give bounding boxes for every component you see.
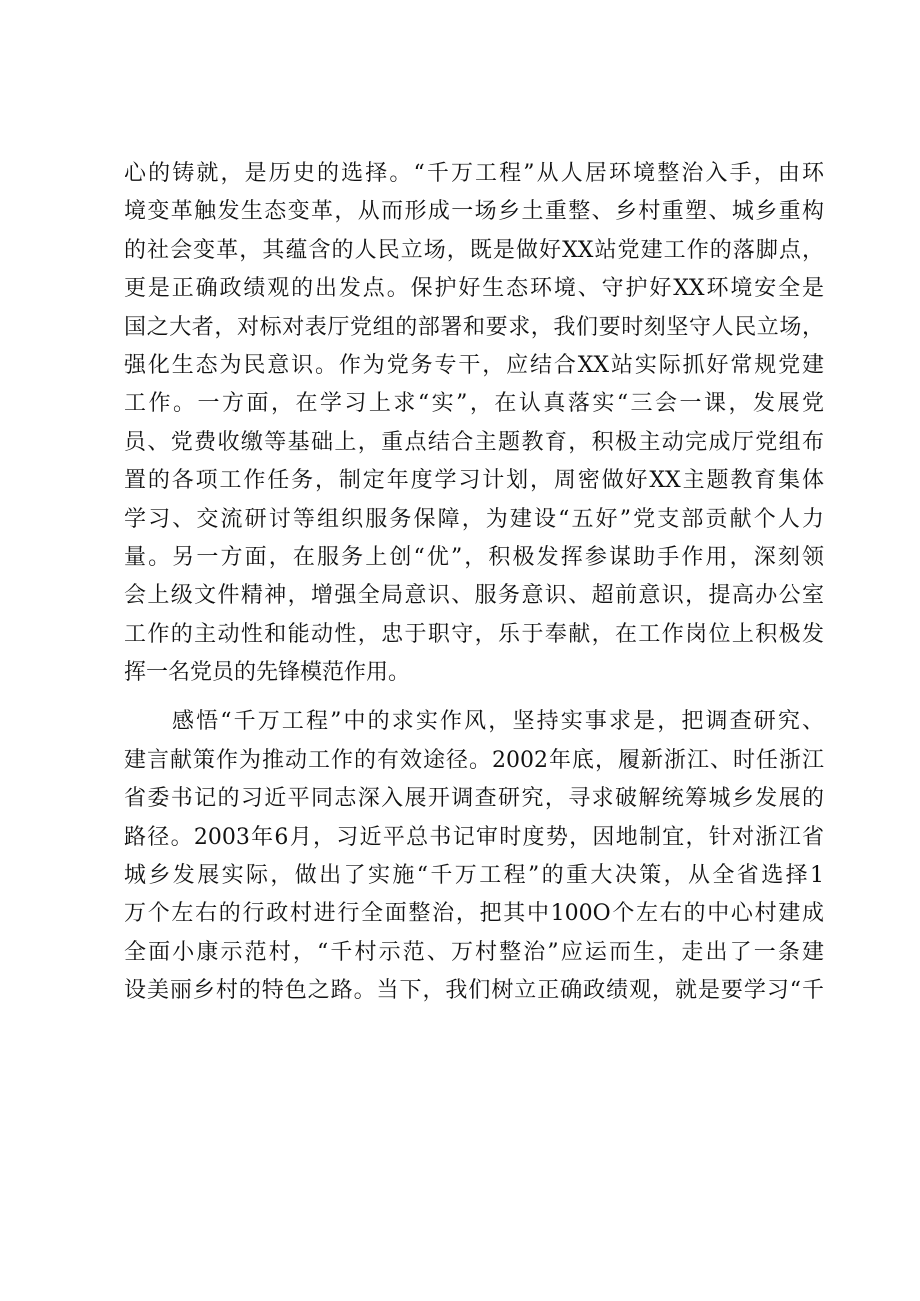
text-line: 量。另一方面，在服务上创“优”，积极发挥参谋助手作用，深刻领 xyxy=(124,544,824,570)
text-line: 更是正确政绩观的出发点。保护好生态环境、守护好XX环境安全是 xyxy=(124,276,824,302)
document-body xyxy=(124,155,824,1011)
text-line: 工作。一方面，在学习上求“实”，在认真落实“三会一课，发展党 xyxy=(124,391,824,417)
text-line: 设美丽乡村的特色之路。当下，我们树立正确政绩观，就是要学习“千 xyxy=(124,978,824,1004)
text-line: 的社会变革，其蕴含的人民立场，既是做好XX站党建工作的落脚点， xyxy=(124,237,824,263)
text-line: 强化生态为民意识。作为党务专干，应结合XX站实际抓好常规党建 xyxy=(124,352,824,378)
text-line: 国之大者，对标对表厅党组的部署和要求，我们要时刻坚守人民立场， xyxy=(124,314,824,340)
text-line: 工作的主动性和能动性，忠于职守，乐于奉献，在工作岗位上积极发 xyxy=(124,621,824,647)
text-line: 万个左右的行政村进行全面整治，把其中100O个左右的中心村建成 xyxy=(124,901,824,927)
text-line: 城乡发展实际，做出了实施“千万工程”的重大决策，从全省选择1 xyxy=(124,863,824,889)
text-line: 学习、交流研讨等组织服务保障，为建设“五好”党支部贡献个人力 xyxy=(124,506,824,532)
text-line: 会上级文件精神，增强全局意识、服务意识、超前意识，提高办公室 xyxy=(124,583,824,609)
text-line: 心的铸就，是历史的选择。“千万工程”从人居环境整治入手，由环 xyxy=(124,161,824,186)
paragraph-1 xyxy=(124,155,824,692)
text-line: 路径。2003年6月，习近平总书记审时度势，因地制宜，针对浙江省 xyxy=(124,824,824,850)
text-line: 全面小康示范村，“千村示范、万村整治”应运而生，走出了一条建 xyxy=(124,939,824,965)
text-line: 置的各项工作任务，制定年度学习计划，周密做好XX主题教育集体 xyxy=(124,468,824,494)
paragraph-gap xyxy=(124,692,824,703)
text-line: 建言献策作为推动工作的有效途径。2002年底，履新浙江、时任浙江 xyxy=(124,747,824,773)
text-line: 员、党费收缴等基础上，重点结合主题教育，积极主动完成厅党组布 xyxy=(124,429,824,455)
text-line: 挥一名党员的先锋模范作用。 xyxy=(124,660,411,686)
text-line: 省委书记的习近平同志深入展开调查研究，寻求破解统筹城乡发展的 xyxy=(124,786,824,812)
text-line: 境变革触发生态变革，从而形成一场乡土重整、乡村重塑、城乡重构 xyxy=(124,199,824,225)
paragraph-2 xyxy=(124,703,824,1010)
text-line: 感悟“千万工程”中的求实作风，坚持实事求是，把调查研究、 xyxy=(172,709,824,735)
